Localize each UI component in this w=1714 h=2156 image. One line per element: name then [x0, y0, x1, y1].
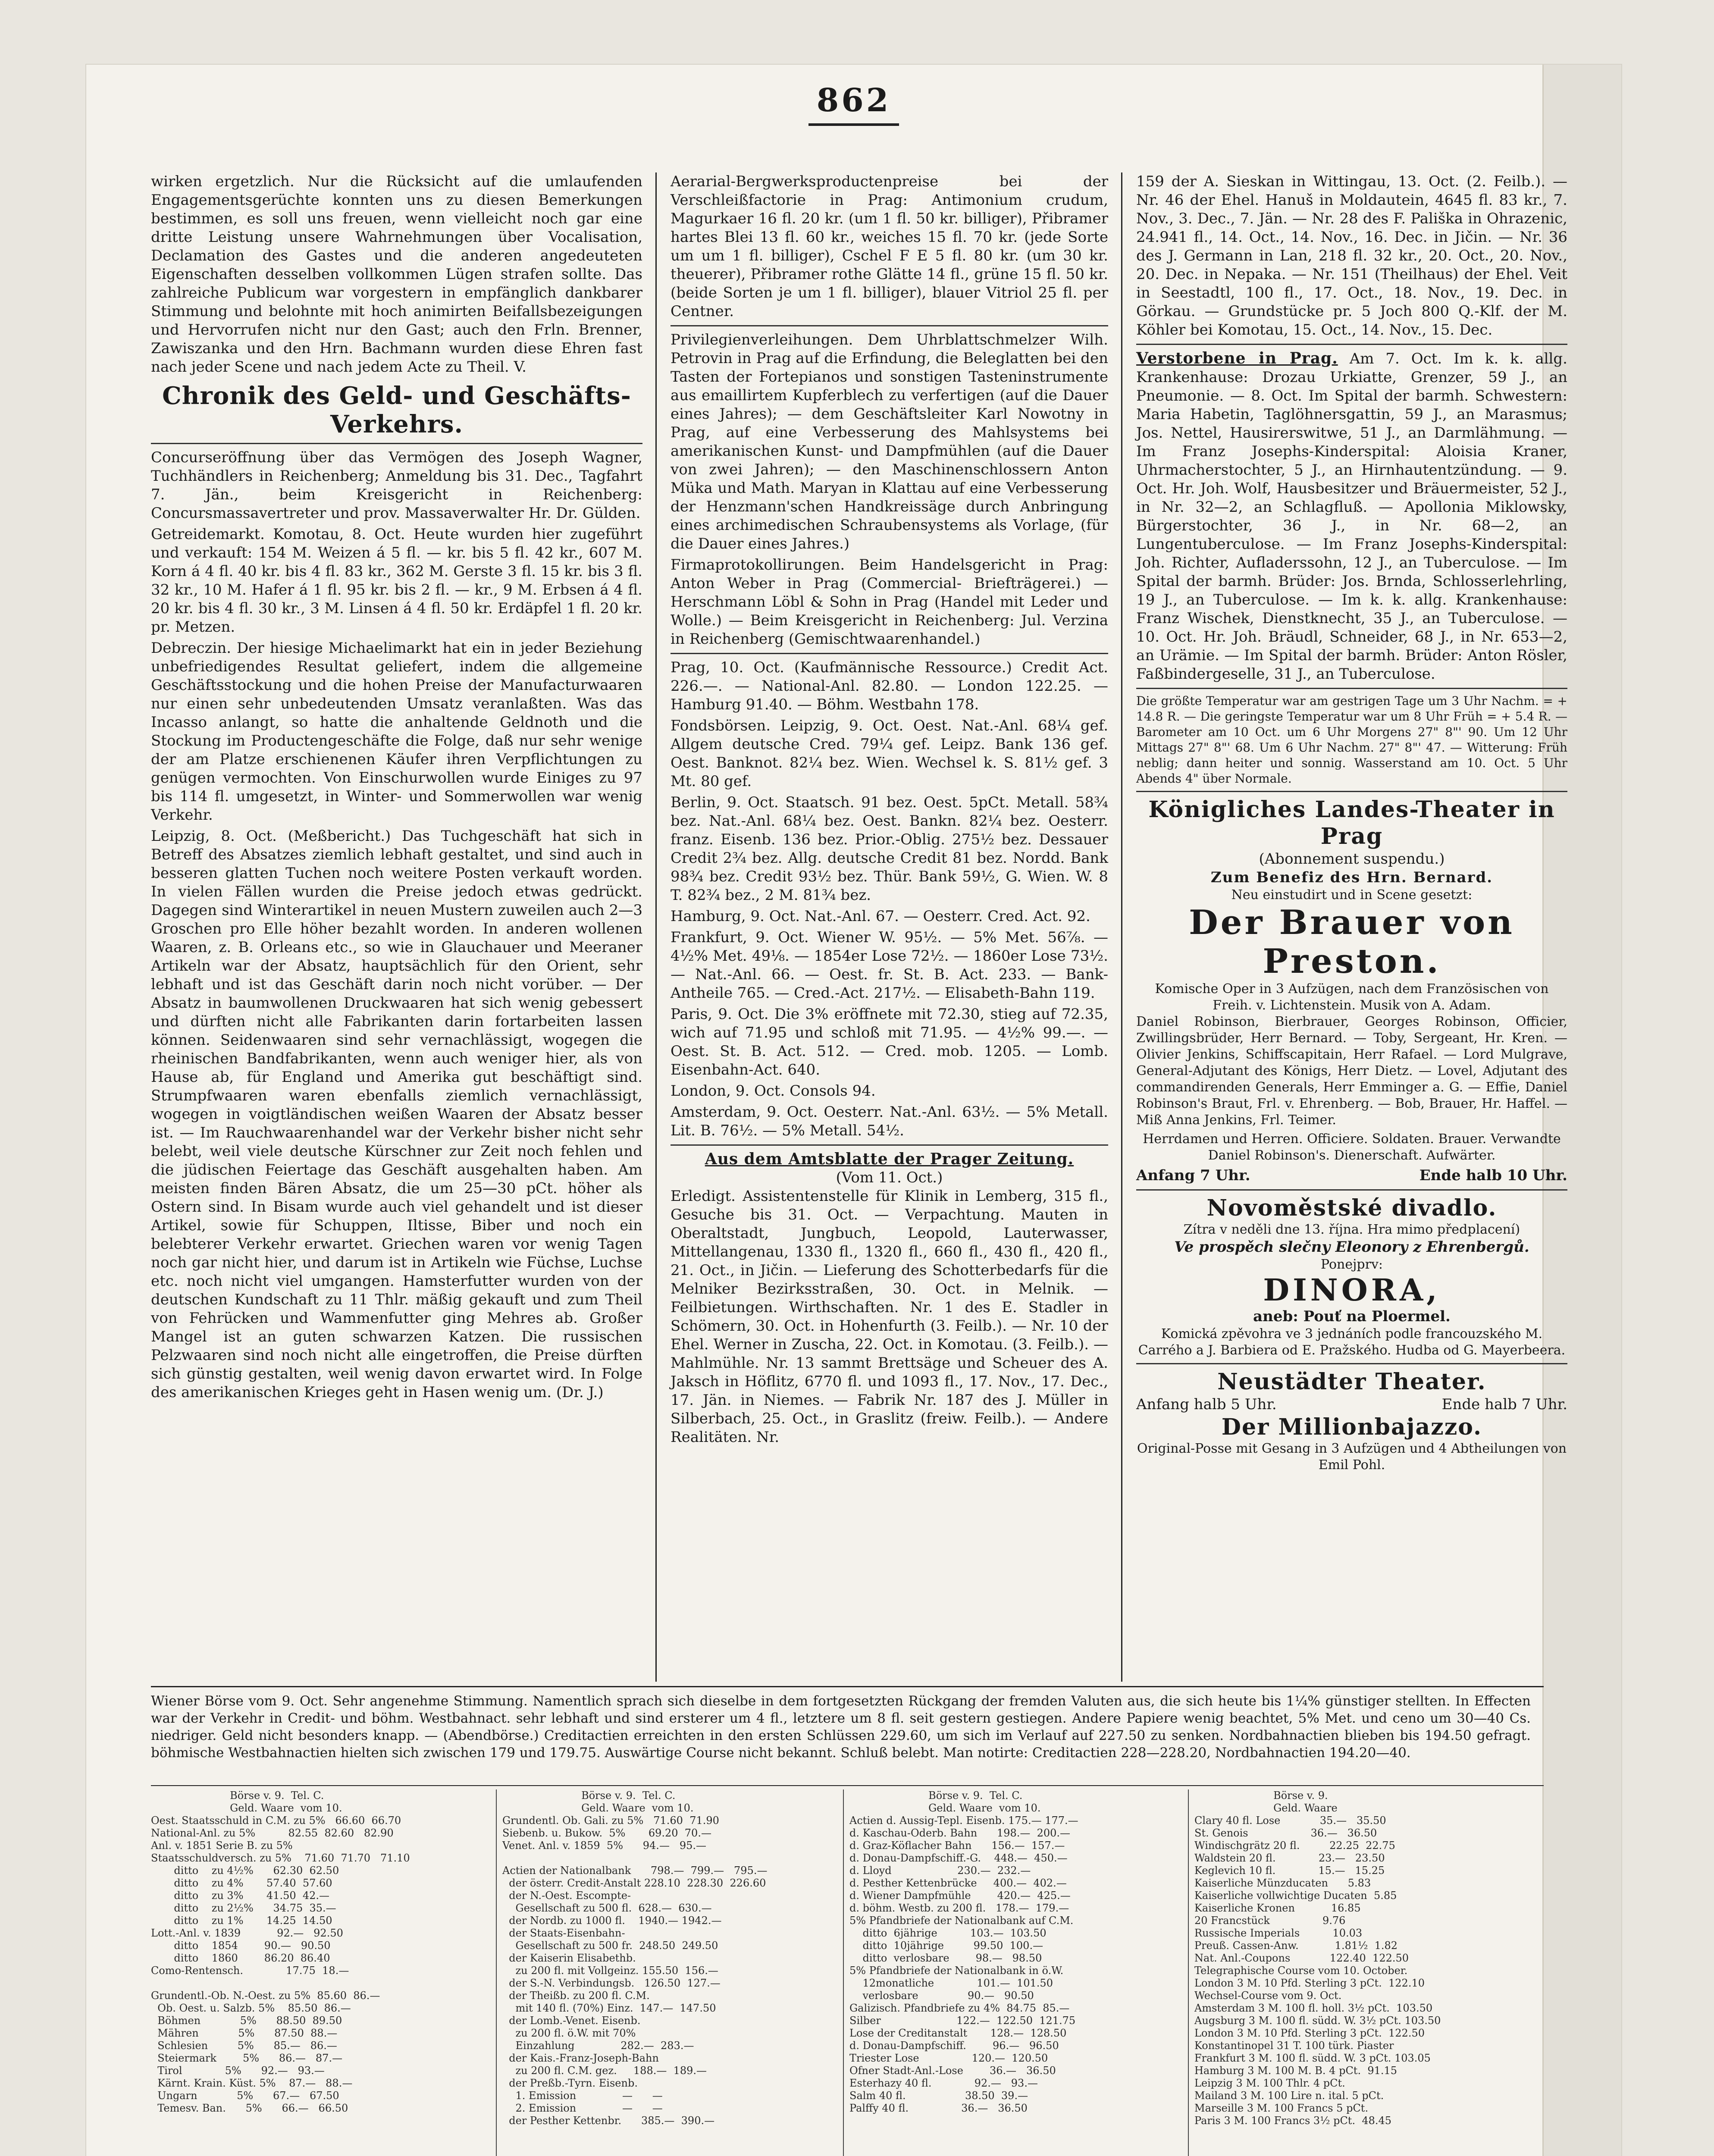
amsterdam-exchange: Amsterdam, 9. Oct. Oesterr. Nat.-Anl. 63½. — 5% Metall. Lit. B. 76½. — 5% Metall. 54½.: [671, 1103, 1108, 1139]
vienna-exchange-report: Wiener Börse vom 9. Oct. Sehr angenehme Stimmung. Namentlich sprach sich dieselbe in dem fortgesetzten Rückgang der fremden Valuten aus, die sich heute bis 1¼% günstiger stellten. In Effecten war der Verkehr in Credit- und böhm. Westbahnact. sehr lebhaft und sind ersterer um 4 fl., letztere um 8 fl. seit gestern gestiegen. Andere Papiere wenig beachtet, 5% Met. und ceno um 30—40 Cs. niedriger. Geld nicht besonders knapp. — (Abendbörse.) Creditactien erreichten in den ersten Schlüssen 229.60, um sich im Verlauf auf 227.50 zu senken. Nordbahnactien blieben bis 194.50 gefragt. böhmische Westbahnactien hielten sich zwischen 179 und 179.75. Auswärtige Course nicht bekannt. Schluß belebt. Man notirte: Creditactien 228—228.20, Nordbahnactien 194.20—40.: [151, 1693, 1531, 1761]
boerse-rule-top: [151, 1686, 1544, 1687]
table-rule: [496, 1789, 497, 2156]
prague-exchange: Prag, 10. Oct. (Kaufmännische Ressource.) Credit Act. 226.—. — National-Anl. 82.80. — London 122.25. — Hamburg 91.40. — Böhm. Westbahn 178.: [671, 659, 1108, 713]
amtsblatt-notices: Erledigt. Assistentenstelle für Klinik in Lemberg, 315 fl., Gesuche bis 31. Oct. — Verpachtung. Mauten in Oberaltstadt, Jungbuch, Leopold, Lauterwasser, Mittellangenau, 1330 fl., 1320 fl., 660 fl., 430 fl., 420 fl., 21. Oct., in Jičin. — Lieferung des Schotterbedarfs für die Melniker Bezirksstraßen, 30. Oct. in Melnik. — Feilbietungen. Wirthschaften. Nr. 1 des E. Stadler in Schömern, 30. Oct. in Hohenfurth (3. Feilb.). — Nr. 10 der Ehel. Werner in Zuscha, 22. Oct. in Komotau. (3. Feilb.). — Mahlmühle. Nr. 13 sammt Brettsäge und Scheuer des A. Jaksch in Höflitz, 6770 fl. und 1093 fl., 17. Nov., 17. Dec., 17. Jän. in Niemes. — Fabrik Nr. 187 des J. Müller in Silberbach, 25. Oct., in Graslitz (freiw. Feilb.). — Andere Realitäten. Nr.: [671, 1188, 1108, 1446]
debreczin-report: Debreczin. Der hiesige Michaelimarkt hat ein in jeder Beziehung unbefriedigendes Resultat geliefert, indem die allgemeine Geschäftsstockung und die hohen Preise der Manufacturwaaren nur einen sehr unbedeutenden Umsatz veranlaßten. Was das Incasso anlangt, so hatte die anhaltende Geldnoth und die Stockung im Productengeschäfte die Folge, daß nur sehr wenige der am Platze erschienenen Käufer ihren Verpflichtungen zu genügen vermochten. Von Einschurwollen wurde Einiges zu 97 bis 114 fl. umgesetzt, in Winter- und Sommerwollen war wenig Verkehr.: [151, 639, 642, 824]
million-title: Der Millionbajazzo.: [1221, 1414, 1482, 1440]
novomestske-date: Zítra v neděli dne 13. října. Hra mimo předplacení): [1183, 1222, 1520, 1237]
theatre-review-end: wirken ergetzlich. Nur die Rücksicht auf die umlaufenden Engagementsgerüchte konnten uns zu diesen Bemerkungen bestimmen, es soll uns freuen, wenn vielleicht noch gar eine dritte Leistung unsere Wahrnehmungen über Vocalisation, Declamation des Gastes und die anderen angedeuteten Eigenschaften desselben vollkommen Lügen strafen sollte. Das zahlreiche Publicum war vorgestern in empfänglich dankbarer Stimmung und belohnte mit hoch animirten Beifallsbezeigungen und Hervorrufen nicht nur den Gast; auch den Frln. Brenner, Zawiszanka und den Hrn. Bachmann wurden diese Ehren fast nach jeder Scene und nach jedem Acte zu Theil. V.: [151, 173, 642, 376]
berlin-exchange: Berlin, 9. Oct. Staatsch. 91 bez. Oest. 5pCt. Metall. 58¾ bez. Nat.-Anl. 68¼ bez. Oest. Bankn. 82¼ bez. Oesterr. franz. Eisenb. 136 bez. Prior.-Oblig. 275½ bez. Dessauer Credit 2¾ bez. Allg. deutsche Credit 81 bez. Nordd. Bank 98¾ bez. Credit 93½ bez. Thür. Bank 59½, G. Wien. W. 8 T. 82¾ bez., 2 M. 81¾ bez.: [671, 794, 1108, 904]
page-number: 862: [86, 82, 1621, 126]
play-cast-extras: Herrdamen und Herren. Officiere. Soldaten. Brauer. Verwandte Daniel Robinson's. Dienerschaft. Aufwärter.: [1143, 1131, 1561, 1163]
deaths-title: Verstorbene in Prag.: [1136, 349, 1338, 367]
theatre-benefiz: Zum Benefiz des Hrn. Bernard.: [1210, 869, 1493, 886]
divider: [1136, 344, 1567, 345]
play-end: Ende halb 10 Uhr.: [1419, 1167, 1567, 1184]
column-rule-left: [655, 172, 657, 1682]
firm-registrations: Firmaprotokollirungen. Beim Handelsgericht in Prag: Anton Weber in Prag (Commercial- Briefträgerei.) — Herschmann Löbl & Sohn in Prag (Handel mit Leder und Wolle.) — Beim Kreisgericht in Reichenberg: Jul. Verzina in Reichenberg (Gemischtwaarenhandel.): [671, 556, 1108, 648]
exchange-table-1: Börse v. 9. Tel. C. Geld. Waare vom 10. Oest. Staatsschuld in C.M. zu 5% 66.60 66.70 National-Anl. zu 5% 82.55 82.60 82.90 Anl. v. 1851 Serie B. zu 5% Staatsschuldversch. zu 5% 71.60 71.70 71.10 ditto zu 4½% 62.30 62.50 ditto zu 4% 57.40 57.60 ditto zu 3% 41.50 42.— ditto zu 2½% 34.75 35.— ditto zu 1% 14.25 14.50 Lott.-Anl. v. 1839 92.— 92.50 ditto 1854 90.— 90.50 ditto 1860 86.20 86.40 Como-Rentensch. 17.75 18.— Grundentl.-Ob. N.-Oest. zu 5% 85.60 86.— Ob. Oest. u. Salzb. 5% 85.50 86.— Böhmen 5% 88.50 89.50 Mähren 5% 87.50 88.— Schlesien 5% 85.— 86.— Steiermark 5% 86.— 87.— Tirol 5% 92.— 93.— Kärnt. Krain. Küst. 5% 87.— 88.— Ungarn 5% 67.— 67.50 Temesv. Ban. 5% 66.— 66.50: [151, 1789, 410, 2114]
column-rule-right: [1121, 172, 1122, 1682]
theatre-abonnement: (Abonnement suspendu.): [1259, 850, 1445, 868]
novomestske-first: Ponejprv:: [1320, 1257, 1383, 1272]
privilege-grants: Privilegienverleihungen. Dem Uhrblattschmelzer Wilh. Petrovin in Prag auf die Erfindung, die Beleglatten bei den Tasten der Fortepianos und sonstigen Tasteninstrumente aus emaillirtem Kupferblech zu verfertigen (auf die Dauer eines Jahres); — dem Geschäftsleiter Karl Nowotny in Prag, auf eine Verbesserung des Mahlsystems bei amerikanischen Kunst- und Dampfmühlen (auf die Dauer von zwei Jahren); — den Maschinenschlossern Anton Müka und Math. Maryan in Klattau auf eine Verbesserung der Henzmann'schen Handkreissäge durch Anbringung eines archimedischen Schraubensystems als Vorlage, (für die Dauer eines Jahres.): [671, 331, 1108, 552]
theatre-new-staging: Neu einstudirt und in Scene gesetzt:: [1231, 887, 1473, 903]
novomestske-play: DINORA,: [1263, 1272, 1441, 1308]
divider: [1136, 791, 1567, 792]
table-rule: [843, 1789, 844, 2156]
play-title: Der Brauer von Preston.: [1189, 903, 1515, 981]
novomestske-benefit: Ve prospěch slečny Eleonory z Ehrenbergů.: [1174, 1238, 1529, 1256]
column-2: [671, 172, 1108, 1449]
novomestske-subtitle: aneb: Pouť na Ploermel.: [1253, 1308, 1451, 1325]
divider: [671, 653, 1108, 654]
column-1: [151, 172, 642, 1404]
exchange-table-4: Börse v. 9. Geld. Waare Clary 40 fl. Lose 35.— 35.50 St. Genois 36.— 36.50 Windischgrätz 20 fl. 22.25 22.75 Waldstein 20 fl. 23.— 23.50 Keglevich 10 fl. 15.— 15.25 Kaiserliche Münzducaten 5.83 Kaiserliche vollwichtige Ducaten 5.85 Kaiserliche Kronen 16.85 20 Francstück 9.76 Russische Imperials 10.03 Preuß. Cassen-Anw. 1.81½ 1.82 Nat. Anl.-Coupons 122.40 122.50 Telegraphische Course vom 10. October. London 3 M. 10 Pfd. Sterling 3 pCt. 122.10 Wechsel-Course vom 9. Oct. Amsterdam 3 M. 100 fl. holl. 3½ pCt. 103.50 Augsburg 3 M. 100 fl. südd. W. 3½ pCt. 103.50 London 3 M. 10 Pfd. Sterling 3 pCt. 122.50 Konstantinopel 31 T. 100 türk. Piaster Frankfurt 3 M. 100 fl. südd. W. 3 pCt. 103.05 Hamburg 3 M. 100 M. B. 4 pCt. 91.15 Leipzig 3 M. 100 Thlr. 4 pCt. Mailand 3 M. 100 Lire n. ital. 5 pCt. Marseille 3 M. 100 Francs 5 pCt. Paris 3 M. 100 Francs 3½ pCt. 48.45: [1194, 1789, 1441, 2127]
aerar-prices: Aerarial-Bergwerksproductenpreise bei der Verschleißfactorie in Prag: Antimonium crudum, Magurkaer 16 fl. 20 kr. (um 1 fl. 50 kr. billiger), Přibramer hartes Blei 13 fl. 60 kr., weiches 15 fl. 70 kr. (jede Sorte um um 1 fl. billiger), Cschel F E 5 fl. 80 kr. (um 30 kr. theuerer), Přibramer rothe Glätte 14 fl., grüne 15 fl. 50 kr. (beide Sorten je um 1 fl. billiger), blauer Vitriol 25 fl. per Centner.: [671, 173, 1108, 320]
real-estate-auctions: 159 der A. Sieskan in Wittingau, 13. Oct. (2. Feilb.). — Nr. 46 der Ehel. Hanuš in Moldautein, 4645 fl. 83 kr., 7. Nov., 3. Dec., 7. Jän. — Nr. 28 des F. Pališka in Ohrazenic, 24.941 fl., 14. Oct., 14. Nov., 16. Dec. in Jičin. — Nr. 36 des J. Germann in Lan, 218 fl. 32 kr., 20. Oct., 20. Nov., 20. Dec. in Nepaka. — Nr. 151 (Theilhaus) der Ehel. Veit in Seestadtl, 100 fl., 17. Oct., 18. Nov., 19. Dec. in Görkau. — Grundstücke pr. 5 Joch 800 Q.-Klf. der M. Köhler bei Komotau, 15. Oct., 14. Nov., 15. Dec.: [1136, 173, 1567, 338]
neustadt-title: Neustädter Theater.: [1217, 1369, 1486, 1395]
boerse-rule-mid: [151, 1785, 1544, 1786]
novomestske-title: Novoměstské divadlo.: [1206, 1195, 1497, 1221]
divider: [671, 325, 1108, 326]
novomestske-description: Komická zpěvohra ve 3 jednáních podle francouzského M. Carrého a J. Barbiera od E. Pražského. Hudba od G. Mayerbeera.: [1138, 1326, 1566, 1358]
amtsblatt-date: (Vom 11. Oct.): [836, 1169, 943, 1186]
neustadt-end: Ende halb 7 Uhr.: [1441, 1396, 1567, 1413]
divider: [1136, 688, 1567, 689]
deaths-list: Am 7. Oct. Im k. k. allg. Krankenhause: Drozau Urkiatte, Grenzer, 59 J., an Pneumonie. — 8. Oct. Im Spital der barmh. Schwestern: Maria Habetin, Taglöhnersgattin, 59 J., an Marasmus; Jos. Nettel, Hausirerswitwe, 51 J., an Darmlähmung. — Im Franz Josephs-Kinderspital: Aloisia Kraner, Uhrmacherstochter, 5 J., an Hirnhautentzündung. — 9. Oct. Hr. Joh. Wolf, Hausbesitzer und Bräuermeister, 52 J., in Nr. 32—2, an Schlagfluß. — Apollonia Miklowsky, Bürgerstochter, 36 J., in Nr. 68—2, an Lungentuberculose. — Im Franz Josephs-Kinderspital: Joh. Richter, Aufladerssohn, 12 J., an Tuberculose. — Im Spital der barmh. Brüder: Jos. Brnda, Schlosserlehrling, 19 J., an Tuberculose. — Im k. k. allg. Krankenhause: Franz Wischek, Dienstknecht, 35 J., an Tuberculose. — 10. Oct. Hr. Joh. Bräudl, Schneider, 68 J., in Nr. 653—2, an Urämie. — Im Spital der barmh. Brüder: Anton Rösler, Faßbindergeselle, 31 J., an Tuberculose.: [1136, 350, 1567, 683]
column-3: [1136, 172, 1567, 1473]
neustadt-start: Anfang halb 5 Uhr.: [1136, 1396, 1277, 1413]
amtsblatt-title: Aus dem Amtsblatte der Prager Zeitung.: [705, 1150, 1074, 1168]
leipzig-report: Leipzig, 8. Oct. (Meßbericht.) Das Tuchgeschäft hat sich in Betreff des Absatzes ziemlich lebhaft gestaltet, und sind auch in besseren glatten Tuchen noch weitere Posten verkauft worden. In vielen Fällen wurden die Preise jedoch etwas gedrückt. Dagegen sind Winterartikel in neuen Mustern zuweilen auch 2—3 Groschen pro Elle höher bezahlt worden. In anderen wollenen Waaren, z. B. Orleans etc., so wie in Glauchauer und Meeraner Artikeln war der Absatz, hauptsächlich für den Orient, sehr lebhaft und ist das Geschäft darin noch nicht vorüber. — Der Absatz in baumwollenen Druckwaaren hat sich wenig gebessert und dürften nicht alle Fabrikanten darin fortarbeiten lassen können. Seidenwaaren sind sehr vernachlässigt, wogegen die rheinischen Bandfabrikanten, wenn auch weniger hier, als von Hause ab, für England und Amerika gut beschäftigt sind. Strumpfwaaren waren ebenfalls ziemlich vernachlässigt, wogegen in voigtländischen weißen Waaren der Absatz besser ist. — Im Rauchwaarenhandel war der Verkehr bisher nicht sehr belebt, weil viele deutsche Kürschner zur Zeit noch fehlen und die jüdischen Feiertage das Geschäft ausgehalten haben. Am meisten finden Bären Absatz, die um 25—30 pCt. höher als Ostern sind. In Bisam wurde auch viel gehandelt und ist dieser Artikel, sowie für Schuppen, Iltisse, Biber und noch ein belebterer Verkehr erwartet. Griechen waren vor wenig Tagen noch gar nicht hier, und darum ist in Artikeln wie Füchse, Luchse etc. noch nicht viel umgangen. Hamsterfutter wurden von der deutschen Kundschaft zu 11 Thlr. mäßig gekauft und zum Theil von Fehrücken und Wammenfutter ging Mehres ab. Großer Mangel ist an guten schwarzen Katzen. Die russischen Pelzwaaren sind noch nicht alle eingetroffen, die Preise dürften sich günstig gestalten, weil wenig davon erwartet wird. In Folge des amerikanischen Krieges geht in Hasen wenig um. (Dr. J.): [151, 827, 642, 1401]
play-start: Anfang 7 Uhr.: [1136, 1167, 1250, 1184]
exchange-tables: [151, 1789, 1531, 2156]
divider: [671, 1144, 1108, 1146]
divider: [1136, 1363, 1567, 1364]
newspaper-page: [86, 65, 1621, 2156]
hamburg-exchange: Hamburg, 9. Oct. Nat.-Anl. 67. — Oesterr. Cred. Act. 92.: [671, 908, 1090, 925]
fund-exchanges: Fondsbörsen. Leipzig, 9. Oct. Oest. Nat.-Anl. 68¼ gef. Allgem deutsche Cred. 79¼ gef. Leipz. Bank 136 gef. Oest. Banknot. 82¼ bez. Wien. Wechsel k. S. 81½ gef. 3 Mt. 80 gef.: [671, 717, 1108, 790]
section-heading-chronik: Chronik des Geld- und Geschäfts-Verkehrs.: [162, 382, 631, 439]
play-times: [1136, 1166, 1567, 1185]
weather-report: Die größte Temperatur war am gestrigen Tage um 3 Uhr Nachm. = + 14.8 R. — Die geringste Temperatur war um 8 Uhr Früh = + 5.4 R. — Barometer am 10 Oct. um 6 Uhr Morgens 27" 8"' 90. Um 12 Uhr Mittags 27" 8"' 68. Um 6 Uhr Nachm. 27" 8"' 47. — Witterung: Früh neblig; dann heiter und sonnig. Wasserstand am 10. Oct. 5 Uhr Abends 4" über Normale.: [1136, 694, 1567, 786]
play-cast: Daniel Robinson, Bierbrauer, Georges Robinson, Officier, Zwillingsbrüder, Herr Bernard. — Toby, Sergeant, Hr. Kren. — Olivier Jenkins, Schiffscapitain, Herr Rafael. — Lord Mulgrave, General-Adjutant des Königs, Herr Dietz. — Lovel, Adjutant des commandirenden Generals, Herr Emminger a. G. — Effie, Daniel Robinson's Braut, Frl. v. Ehrenberg. — Bob, Brauer, Hr. Haffel. — Miß Anna Jenkins, Frl. Teimer.: [1136, 1014, 1567, 1128]
play-description: Komische Oper in 3 Aufzügen, nach dem Französischen von Freih. v. Lichtenstein. Musik von A. Adam.: [1155, 981, 1549, 1013]
exchange-table-3: Börse v. 9. Tel. C. Geld. Waare vom 10. Actien d. Aussig-Tepl. Eisenb. 175.— 177.— d. Kaschau-Oderb. Bahn 198.— 200.— d. Graz-Köflacher Bahn 156.— 157.— d. Donau-Dampfschiff.-G. 448.— 450.— d. Lloyd 230.— 232.— d. Pesther Kettenbrücke 400.— 402.— d. Wiener Dampfmühle 420.— 425.— d. böhm. Westb. zu 200 fl. 178.— 179.— 5% Pfandbriefe der Nationalbank auf C.M. ditto 6jährige 103.— 103.50 ditto 10jährige 99.50 100.— ditto verlosbare 98.— 98.50 5% Pfandbriefe der Nationalbank in ö.W. 12monatliche 101.— 101.50 verlosbare 90.— 90.50 Galizisch. Pfandbriefe zu 4% 84.75 85.— Silber 122.— 122.50 121.75 Lose der Creditanstalt 128.— 128.50 d. Donau-Dampfschiff. 96.— 96.50 Triester Lose 120.— 120.50 Ofner Stadt-Anl.-Lose 36.— 36.50 Esterhazy 40 fl. 92.— 93.— Salm 40 fl. 38.50 39.— Palffy 40 fl. 36.— 36.50: [849, 1789, 1078, 2114]
paris-exchange: Paris, 9. Oct. Die 3% eröffnete mit 72.30, stieg auf 72.35, wich auf 71.95 und schloß mit 71.95. — 4½% 99.—. — Oest. St. B. Act. 512. — Cred. mob. 1205. — Lomb. Eisenbahn-Act. 640.: [671, 1006, 1108, 1078]
divider: [1136, 1189, 1567, 1191]
frankfurt-exchange: Frankfurt, 9. Oct. Wiener W. 95½. — 5% Met. 56⅞. — 4½% Met. 49⅛. — 1854er Lose 72½. — 1860er Lose 73½. — Nat.-Anl. 66. — Oest. fr. St. B. Act. 233. — Bank-Antheile 765. — Cred.-Act. 217½. — Elisabeth-Bahn 119.: [671, 929, 1108, 1002]
grain-market: Getreidemarkt. Komotau, 8. Oct. Heute wurden hier zugeführt und verkauft: 154 M. Weizen á 5 fl. — kr. bis 5 fl. 42 kr., 607 M. Korn á 4 fl. 40 kr. bis 4 fl. 83 kr., 362 M. Gerste 3 fl. 15 kr. bis 3 fl. 32 kr., 10 M. Hafer á 1 fl. 95 kr. bis 2 fl. — kr., 9 M. Erbsen á 4 fl. 20 kr. bis 4 fl. 30 kr., 3 M. Linsen á 4 fl. 50 kr. Erdäpfel 1 fl. 20 kr. pr. Metzen.: [151, 526, 642, 636]
theatre-title-landes: Königliches Landes-Theater in Prag: [1148, 796, 1555, 849]
neustadt-times: [1136, 1395, 1567, 1414]
million-description: Original-Posse mit Gesang in 3 Aufzügen und 4 Abtheilungen von Emil Pohl.: [1137, 1441, 1567, 1473]
deaths-notice: [1136, 349, 1567, 683]
table-rule: [1188, 1789, 1189, 2156]
london-exchange: London, 9. Oct. Consols 94.: [671, 1082, 876, 1100]
divider: [151, 443, 642, 444]
concurs-notice: Concurseröffnung über das Vermögen des Joseph Wagner, Tuchhändlers in Reichenberg; Anmeldung bis 31. Dec., Tagfahrt 7. Jän., beim Kreisgericht in Reichenberg: Concursmassavertreter und prov. Massaverwalter Hr. Dr. Gülden.: [151, 449, 642, 522]
exchange-table-2: Börse v. 9. Tel. C. Geld. Waare vom 10. Grundentl. Ob. Gali. zu 5% 71.60 71.90 Siebenb. u. Bukow. 5% 69.20 70.— Venet. Anl. v. 1859 5% 94.— 95.— Actien der Nationalbank 798.— 799.— 795.— der österr. Credit-Anstalt 228.10 228.30 226.60 der N.-Oest. Escompte- Gesellschaft zu 500 fl. 628.— 630.— der Nordb. zu 1000 fl. 1940.— 1942.— der Staats-Eisenbahn- Gesellschaft zu 500 fr. 248.50 249.50 der Kaiserin Elisabethb. zu 200 fl. mit Vollgeinz. 155.50 156.— der S.-N. Verbindungsb. 126.50 127.— der Theißb. zu 200 fl. C.M. mit 140 fl. (70%) Einz. 147.— 147.50 der Lomb.-Venet. Eisenb. zu 200 fl. ö.W. mit 70% Einzahlung 282.— 283.— der Kais.-Franz-Joseph-Bahn zu 200 fl. C.M. gez. 188.— 189.— der Preßb.-Tyrn. Eisenb. 1. Emission — — 2. Emission — — der Pesther Kettenbr. 385.— 390.—: [502, 1789, 768, 2127]
